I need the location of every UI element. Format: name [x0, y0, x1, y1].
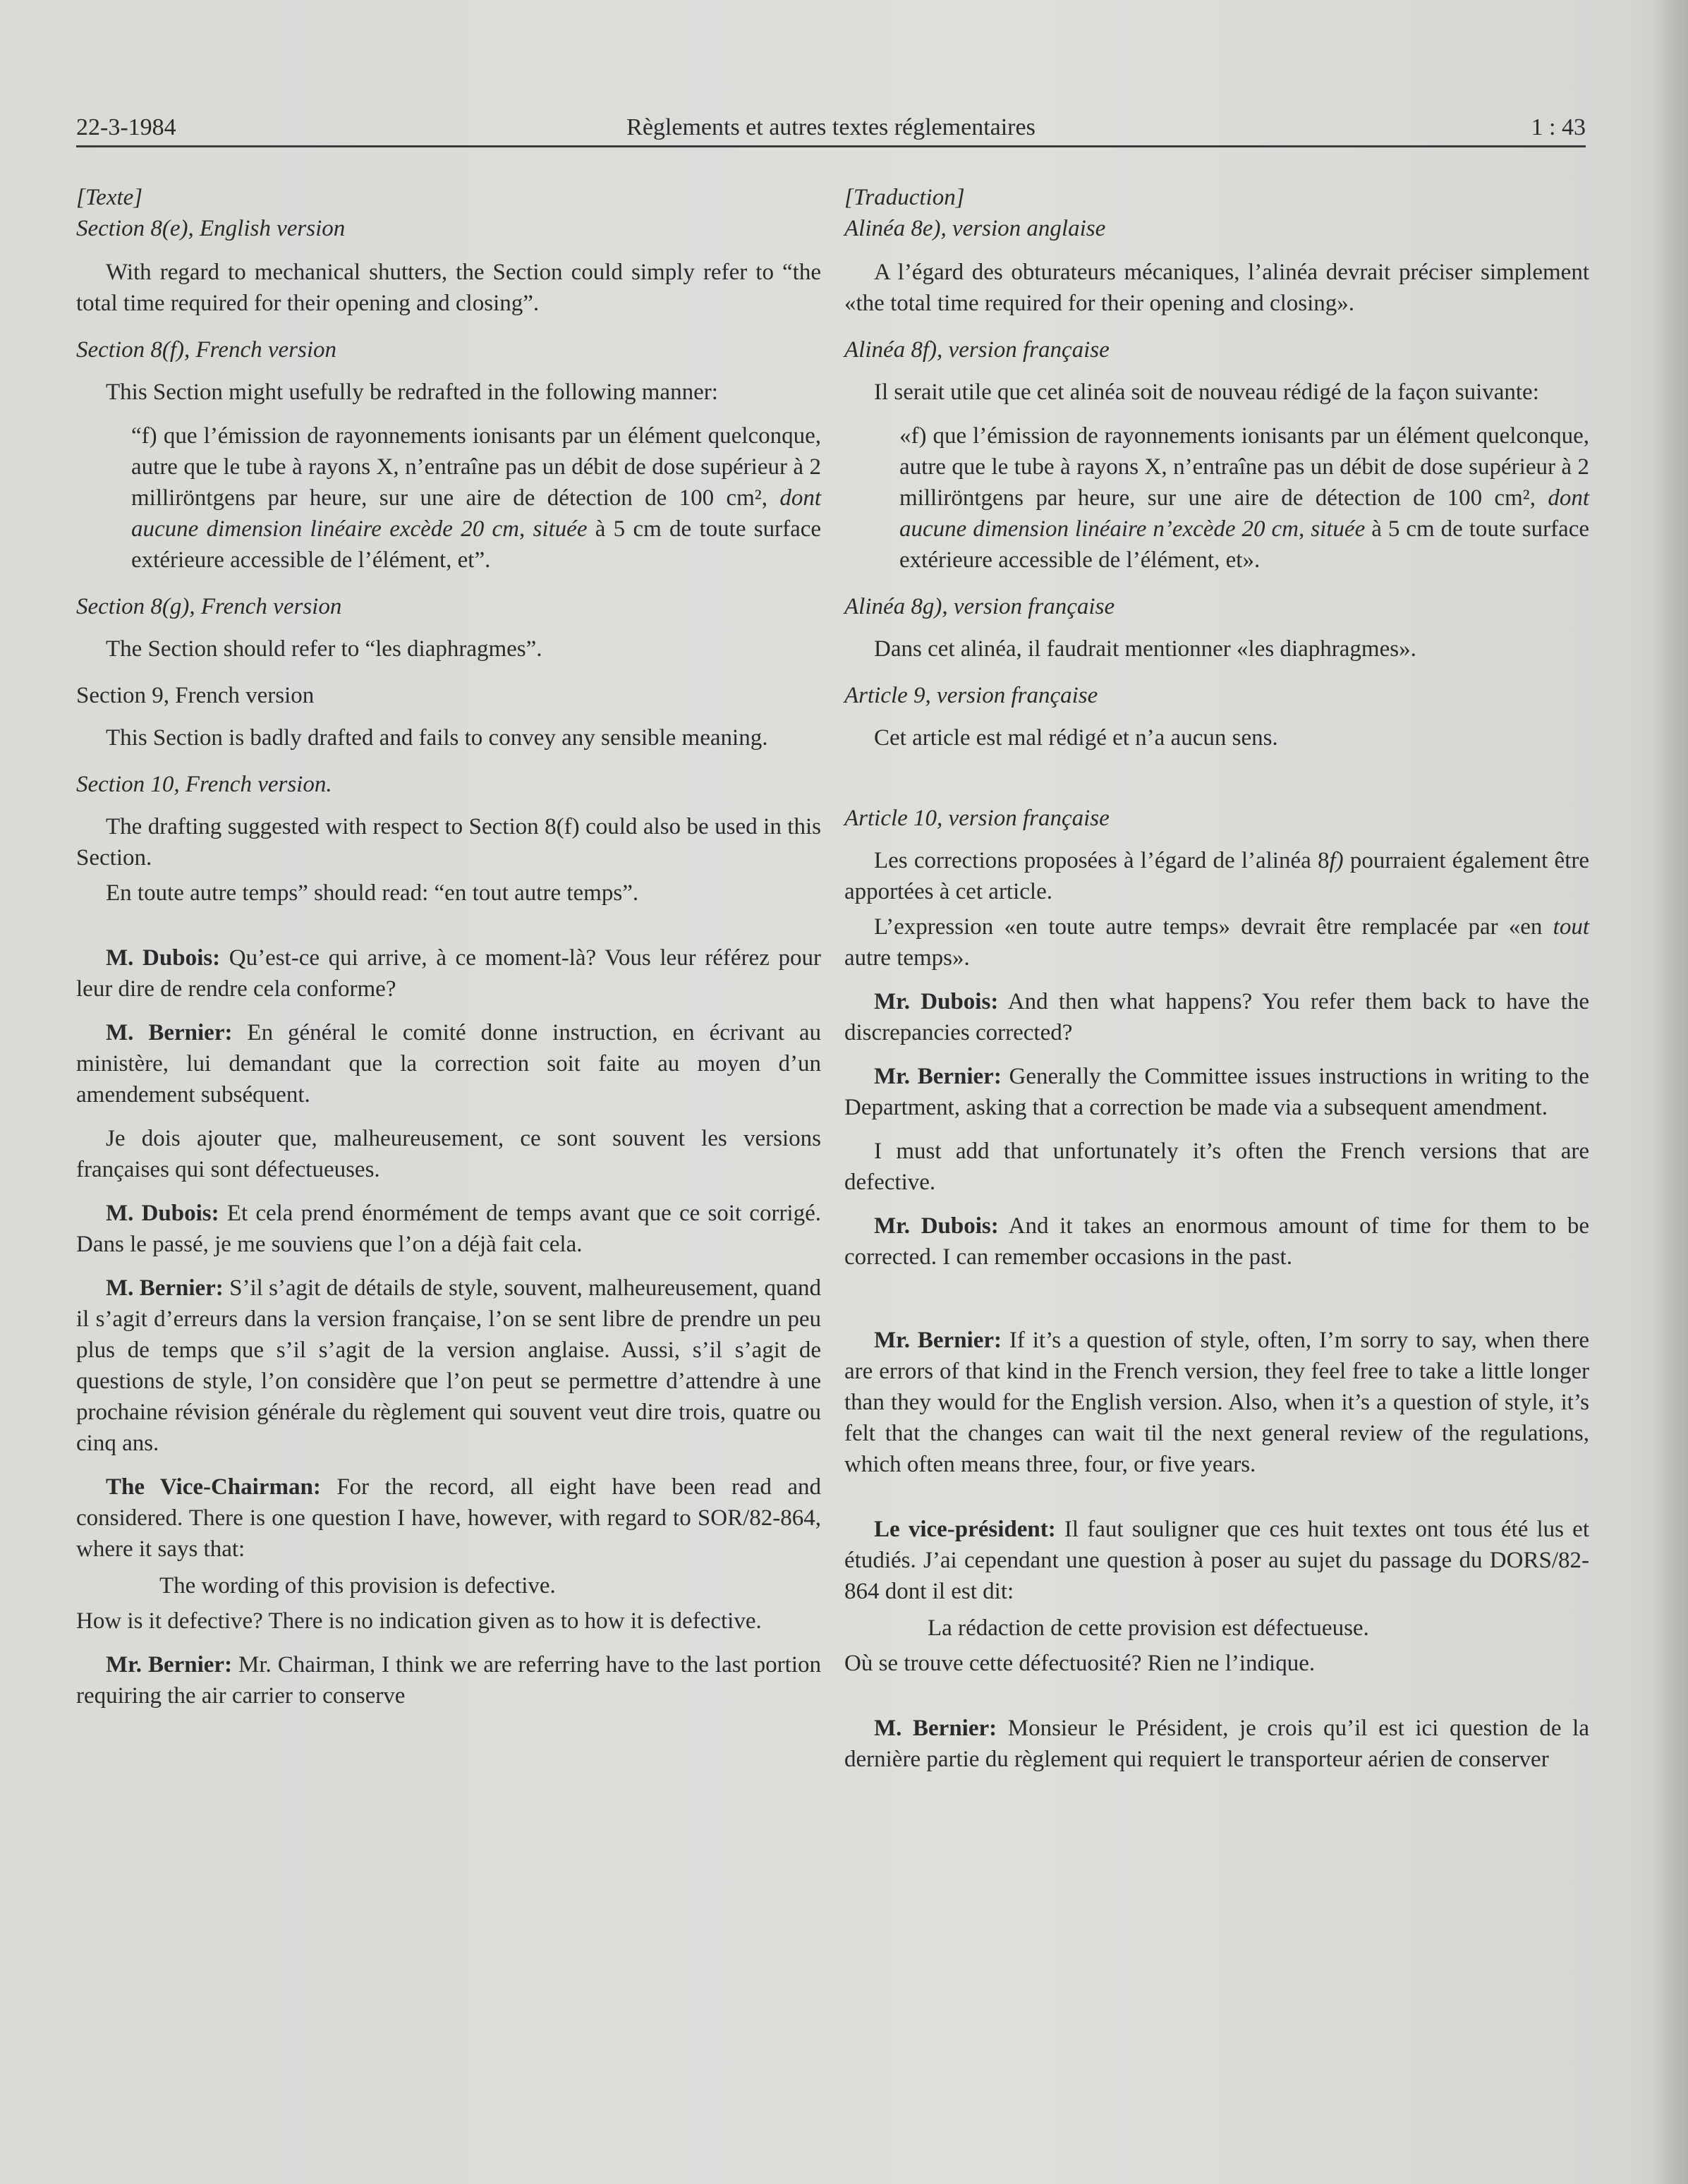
speaker-name: Le vice-président: — [874, 1517, 1056, 1542]
section-heading: Alinéa 8g), version française — [844, 594, 1115, 619]
text-run: autre temps». — [844, 945, 970, 971]
speaker-name: Mr. Bernier: — [874, 1064, 1002, 1089]
speaker-paragraph — [76, 1017, 821, 1110]
paragraph: Dans cet alinéa, il faudrait mentionner «les diaphragmes». — [874, 636, 1416, 662]
speech-text: If it’s a question of style, often, I’m sorry to say, when there are errors of that kind in the French version, they feel free to take a little longer than they would for the English version. Also, when it’s a question of style, it’s felt that the changes can wait til the next general review of the regulations, which often means three, four, or five years. — [844, 1328, 1590, 1477]
quote-text: à 5 cm de toute surface extérieure accessible de l’élément, et». — [899, 516, 1589, 573]
speaker-paragraph — [844, 1713, 1589, 1775]
speaker-paragraph — [76, 1273, 821, 1459]
speech-text: Il faut souligner que ces huit textes ont tous été lus et étudiés. J’ai cependant une question à poser au sujet du passage du DORS/82-864 dont il est dit: — [844, 1517, 1589, 1604]
speaker-name: Mr. Dubois: — [874, 1213, 999, 1239]
section-heading: Alinéa 8f), version française — [844, 337, 1110, 363]
paragraph: This Section is badly drafted and fails to convey any sensible meaning. — [106, 725, 768, 751]
speaker-paragraph — [844, 1211, 1589, 1273]
section-heading: Alinéa 8e), version anglaise — [844, 216, 1106, 241]
speech-text: Generally the Committee issues instructions in writing to the Department, asking that a correction be made via a subsequent amendment. — [844, 1064, 1589, 1120]
section-heading: Section 8(f), French version — [76, 337, 336, 363]
quoted-provision — [844, 420, 1589, 576]
translation-label — [844, 182, 1589, 213]
paragraph: The Section should refer to “les diaphragmes”. — [106, 636, 542, 662]
quoted-provision — [76, 420, 821, 576]
paragraph — [844, 845, 1589, 907]
speech-text: Mr. Chairman, I think we are referring have to the last portion requiring the air carrier to conserve — [76, 1652, 821, 1709]
speaker-name: Mr. Bernier: — [106, 1652, 233, 1678]
quoted-sentence: The wording of this provision is defective. — [159, 1573, 556, 1598]
spacer — [844, 1692, 1589, 1713]
text-label — [76, 182, 821, 213]
right-column — [844, 182, 1589, 1788]
header-date: 22-3-1984 — [76, 114, 176, 140]
section-heading: Section 8(e), English version — [76, 216, 346, 241]
quote-text: «f) que l’émission de rayonnements ionisants par un élément quelconque, autre que le tube à rayons X, n’entraîne pas un débit de dose supérieur à 2 milliröntgens par heure, sur une aire de détection de 100 cm², — [899, 423, 1589, 511]
spacer — [844, 1493, 1589, 1514]
text-run-italic: f) — [1329, 848, 1344, 873]
speaker-name: Mr. Bernier: — [874, 1328, 1002, 1353]
text-run: pourraient également être apportées à cet article. — [844, 848, 1589, 904]
paragraph: The drafting suggested with respect to Section 8(f) could also be used in this Section. — [76, 814, 821, 870]
speaker-name: M. Bernier: — [106, 1275, 224, 1301]
speech-text: Qu’est-ce qui arrive, à ce moment-là? Vous leur référez pour leur dire de rendre cela conforme? — [76, 945, 821, 1002]
paragraph: Où se trouve cette défectuosité? Rien ne l’indique. — [844, 1651, 1316, 1676]
quoted-sentence: La rédaction de cette provision est défectueuse. — [928, 1615, 1369, 1641]
section-heading: Section 9, French version — [76, 683, 315, 708]
speaker-name: The Vice-Chairman: — [106, 1474, 321, 1500]
speaker-name: Mr. Dubois: — [874, 989, 999, 1014]
speaker-paragraph — [76, 1198, 821, 1260]
speech-text: For the record, all eight have been read and considered. There is one question I have, however, with regard to SOR/82-864, where it says that: — [76, 1474, 821, 1562]
paragraph: With regard to mechanical shutters, the Section could simply refer to “the total time required for their opening and closing”. — [76, 260, 821, 316]
paragraph: This Section might usefully be redrafted in the following manner: — [106, 380, 718, 405]
speech-text: S’il s’agit de détails de style, souvent, malheureusement, quand il s’agit d’erreurs dans la version française, l’on se sent libre de prendre un peu plus de temps que s’il s’agit de la version anglaise. Aussi, s’il s’agit de questions de style, l’on considère que l’on peut se permettre d’attendre à une prochaine révision générale du règlement qui souvent veut dire trois, quatre ou cinq ans. — [76, 1275, 821, 1456]
translation-label-value: [Traduction] — [844, 185, 965, 210]
speaker-paragraph — [76, 1472, 821, 1565]
paragraph: Il serait utile que cet alinéa soit de nouveau rédigé de la façon suivante: — [874, 380, 1539, 405]
paragraph: A l’égard des obturateurs mécaniques, l’alinéa devrait préciser simplement «the total time required for their opening and closing». — [844, 260, 1589, 316]
speaker-paragraph — [76, 942, 821, 1005]
speaker-paragraph — [844, 1325, 1589, 1480]
paragraph: I must add that unfortunately it’s often the French versions that are defective. — [844, 1139, 1589, 1195]
quote-text: “f) que l’émission de rayonnements ionisants par un élément quelconque, autre que le tube à rayons X, n’entraîne pas un débit de dose supérieur à 2 milliröntgens par heure, sur une aire de détection de 100 cm², — [131, 423, 821, 511]
left-column — [76, 182, 821, 1724]
quote-italic: dont aucune dimension linéaire excède 20 cm, située — [131, 485, 821, 542]
text-run: L’expression «en toute autre temps» devrait être remplacée par «en — [874, 914, 1553, 940]
paragraph — [844, 911, 1589, 973]
spacer — [844, 766, 1589, 787]
quote-text: à 5 cm de toute surface extérieure accessible de l’élément, et”. — [131, 516, 822, 573]
paragraph: Je dois ajouter que, malheureusement, ce sont souvent les versions françaises qui sont défectueuses. — [76, 1126, 821, 1182]
speech-text: Et cela prend énormément de temps avant que ce soit corrigé. Dans le passé, je me souviens que l’on a déjà fait cela. — [76, 1201, 821, 1257]
speaker-paragraph — [844, 1514, 1589, 1607]
section-heading: Article 10, version française — [844, 806, 1110, 831]
speaker-name: M. Bernier: — [874, 1716, 997, 1741]
paragraph: Cet article est mal rédigé et n’a aucun sens. — [874, 725, 1278, 751]
page-header — [76, 107, 1586, 147]
paragraph: How is it defective? There is no indication given as to how it is defective. — [76, 1608, 762, 1634]
page-binding-shadow — [1651, 0, 1688, 2184]
text-run-italic: tout — [1553, 914, 1589, 940]
speech-text: And it takes an enormous amount of time for them to be corrected. I can remember occasions in the past. — [844, 1213, 1589, 1270]
header-page-number: 1 : 43 — [1531, 114, 1586, 140]
section-heading: Article 9, version française — [844, 683, 1098, 708]
spacer — [76, 921, 821, 942]
section-heading: Section 10, French version. — [76, 772, 332, 797]
speech-text: And then what happens? You refer them back to have the discrepancies corrected? — [844, 989, 1589, 1045]
speaker-name: M. Bernier: — [106, 1020, 233, 1045]
quote-italic: dont aucune dimension linéaire n’excède 20 cm, située — [899, 485, 1589, 542]
speaker-paragraph — [76, 1649, 821, 1711]
paragraph: En toute autre temps” should read: “en tout autre temps”. — [106, 880, 639, 906]
text-run: Les corrections proposées à l’égard de l’alinéa 8 — [874, 848, 1330, 873]
section-heading: Section 8(g), French version — [76, 594, 342, 619]
spacer — [844, 1285, 1589, 1325]
speaker-paragraph — [844, 986, 1589, 1048]
speech-text: En général le comité donne instruction, en écrivant au ministère, lui demandant que la correction soit faite au moyen d’un amendement subséquent. — [76, 1020, 822, 1108]
speech-text: Monsieur le Président, je crois qu’il est ici question de la dernière partie du règlement qui requiert le transporteur aérien de conserver — [844, 1716, 1589, 1772]
text-label-value: [Texte] — [76, 185, 143, 210]
speaker-name: M. Dubois: — [106, 1201, 219, 1226]
speaker-name: M. Dubois: — [106, 945, 221, 971]
header-title: Règlements et autres textes réglementaires — [626, 114, 1036, 140]
speaker-paragraph — [844, 1061, 1589, 1123]
